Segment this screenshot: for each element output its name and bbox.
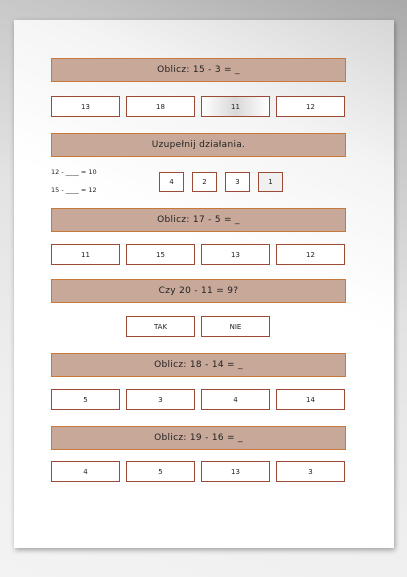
answer-option[interactable]: 12 (276, 96, 345, 117)
answer-option[interactable]: 3 (126, 389, 195, 410)
question-5-options (51, 389, 351, 410)
question-2-tiles (159, 172, 291, 192)
question-4-options (126, 316, 276, 337)
answer-option[interactable]: 11 (201, 96, 270, 117)
answer-option[interactable]: 13 (201, 461, 270, 482)
question-3-options (51, 244, 351, 265)
answer-option[interactable]: 5 (126, 461, 195, 482)
equation-2: 15 - ____ = 12 (51, 186, 97, 194)
number-tile[interactable]: 3 (225, 172, 250, 192)
answer-option[interactable]: 12 (276, 244, 345, 265)
number-tile[interactable]: 1 (258, 172, 283, 192)
worksheet-page (14, 20, 394, 548)
answer-option[interactable]: 3 (276, 461, 345, 482)
question-3-header: Oblicz: 17 - 5 = _ (51, 208, 346, 232)
answer-option[interactable]: 14 (276, 389, 345, 410)
equation-1: 12 - ____ = 10 (51, 168, 97, 176)
answer-option[interactable]: 15 (126, 244, 195, 265)
answer-option[interactable]: 4 (51, 461, 120, 482)
question-6-options (51, 461, 351, 482)
answer-option[interactable]: 13 (201, 244, 270, 265)
yes-option[interactable]: TAK (126, 316, 195, 337)
answer-option[interactable]: 13 (51, 96, 120, 117)
question-4-header: Czy 20 - 11 = 9? (51, 279, 346, 303)
no-option[interactable]: NIE (201, 316, 270, 337)
number-tile[interactable]: 4 (159, 172, 184, 192)
question-2-header: Uzupełnij działania. (51, 133, 346, 157)
answer-option[interactable]: 5 (51, 389, 120, 410)
question-1-options (51, 96, 351, 117)
question-1-header: Oblicz: 15 - 3 = _ (51, 58, 346, 82)
question-5-header: Oblicz: 18 - 14 = _ (51, 353, 346, 377)
answer-option[interactable]: 11 (51, 244, 120, 265)
answer-option[interactable]: 4 (201, 389, 270, 410)
number-tile[interactable]: 2 (192, 172, 217, 192)
question-6-header: Oblicz: 19 - 16 = _ (51, 426, 346, 450)
answer-option[interactable]: 18 (126, 96, 195, 117)
